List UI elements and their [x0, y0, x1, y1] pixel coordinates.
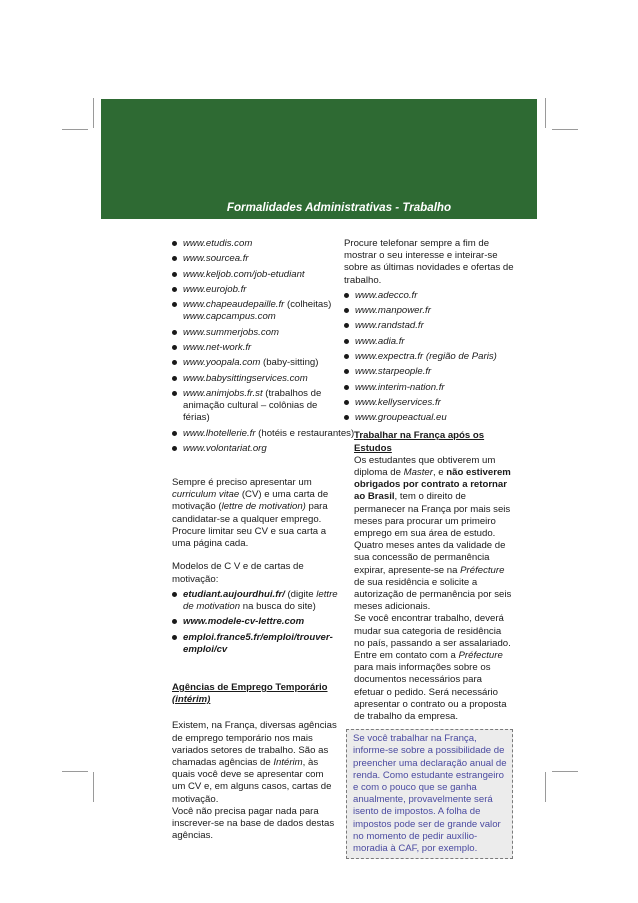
list-item — [344, 366, 514, 378]
bullet-icon — [172, 272, 177, 277]
list-item — [172, 373, 338, 385]
link[interactable]: www.animjobs.fr.st — [183, 387, 263, 399]
bullet-icon — [344, 293, 349, 298]
crop-mark — [545, 98, 546, 128]
models-list — [172, 589, 338, 656]
link-note: (colheitas) — [284, 299, 332, 311]
link[interactable]: www.manpower.fr — [355, 305, 431, 317]
link[interactable]: www.babysittingservices.com — [183, 372, 308, 384]
list-item — [344, 382, 514, 394]
text: Os estudantes que obtiverem um diploma de — [354, 454, 496, 478]
link[interactable]: www.keljob.com/job-etudiant — [183, 268, 305, 280]
link-note: (baby-sitting) — [260, 357, 319, 369]
text: , e — [432, 467, 447, 478]
link[interactable]: etudiant.aujourdhui.fr/ — [183, 588, 285, 600]
link[interactable]: www.groupeactual.eu — [355, 412, 447, 424]
bullet-icon — [172, 446, 177, 451]
tax-note-text: Se você trabalhar na França, informe-se sobre a possibilidade de preencher uma declaração anual de renda. Como estudante estrangeiro e com o pouco que se ganha anualmente, provavelmente será isento de impostos. A folha de impostos pode ser de grande valor no momento de pedir auxílio-moradia à CAF, por exemplo. — [353, 733, 507, 855]
bullet-icon — [172, 256, 177, 261]
bullet-icon — [344, 354, 349, 359]
text: Intérim — [273, 756, 303, 768]
bullet-icon — [172, 302, 177, 307]
text: , tem o direito de permanecer na França por mais seis meses para procurar um primeiro emprego em sua área de estudo. Quatro meses antes da validade de sua concessão de permanência expirar, apresente-se na — [354, 491, 511, 576]
link-note: (trabalhos de animação cultural – colônias de férias) — [183, 387, 322, 424]
link[interactable]: www.chapeaudepaille.fr — [183, 299, 285, 311]
list-item — [172, 342, 338, 354]
models-intro: Modelos de C V e de cartas de motivação: — [172, 561, 304, 585]
bullet-icon — [172, 635, 177, 640]
list-item — [172, 299, 338, 323]
list-item — [172, 616, 338, 628]
list-item — [344, 397, 514, 409]
crop-mark — [545, 772, 546, 802]
list-item — [172, 589, 338, 613]
crop-mark — [552, 771, 578, 772]
list-item — [172, 269, 338, 281]
list-item — [172, 388, 338, 425]
bullet-icon — [344, 400, 349, 405]
bullet-icon — [172, 592, 177, 597]
text: na busca do site) — [240, 600, 316, 612]
list-item — [172, 284, 338, 296]
bullet-icon — [172, 345, 177, 350]
list-item — [344, 290, 514, 302]
link[interactable]: www.yoopala.com — [183, 357, 261, 369]
header-banner — [101, 99, 537, 219]
link[interactable]: www.expectra.fr (região de Paris) — [355, 351, 497, 362]
study-section — [344, 430, 514, 723]
study-paragraph-1 — [354, 455, 514, 614]
list-item — [172, 443, 338, 455]
list-item — [344, 320, 514, 332]
phone-intro: Procure telefonar sempre a fim de mostrar o seu interesse e inteirar-se sobre as últimas novidades e ofertas de trabalho. — [344, 238, 514, 286]
agency-paragraph — [172, 720, 338, 842]
bullet-icon — [344, 308, 349, 313]
study-paragraph-2 — [354, 613, 514, 723]
list-item — [172, 632, 338, 656]
text: para mais informações sobre os documentos necessários para efetuar o pedido. Será necessário apresentar o contrato ou a proposta de trabalho da empresa. — [354, 662, 507, 723]
study-heading: Trabalhar na França após os Estudos — [354, 430, 485, 454]
agency-links-list — [344, 290, 514, 425]
bullet-icon — [172, 376, 177, 381]
cv-paragraph — [172, 477, 338, 550]
link[interactable]: www.modele-cv-lettre.com — [183, 616, 305, 628]
bullet-icon — [172, 330, 177, 335]
link-note: (hotéis e restaurantes) — [255, 427, 355, 439]
list-item — [172, 427, 355, 440]
link[interactable]: www.adia.fr — [355, 335, 405, 347]
text: Se você encontrar trabalho, deverá mudar sua categoria de residência no país, passando a ser assalariado. Entre em contato com a — [354, 613, 511, 662]
tax-note-box — [346, 729, 513, 859]
link[interactable]: www.kellyservices.fr — [355, 396, 441, 408]
link[interactable]: www.capcampus.com — [183, 311, 276, 323]
link[interactable]: www.volontariat.org — [183, 442, 267, 454]
text: Sempre é preciso apresentar um — [172, 477, 312, 489]
text: Você não precisa pagar nada para inscrever-se na base de dados destas agências. — [172, 805, 335, 842]
link[interactable]: emploi.france5.fr/emploi/trouver-emploi/cv — [183, 631, 333, 655]
list-item — [344, 351, 514, 363]
bullet-icon — [172, 431, 177, 436]
link[interactable]: www.summerjobs.com — [183, 326, 279, 338]
list-item — [172, 253, 338, 265]
right-column — [344, 238, 514, 859]
list-item — [344, 412, 514, 424]
text: Préfecture — [460, 564, 505, 576]
link[interactable]: www.interim-nation.fr — [355, 381, 445, 393]
list-item — [172, 327, 338, 339]
job-links-list — [172, 238, 355, 455]
link[interactable]: www.sourcea.fr — [183, 253, 249, 265]
text: curriculum vitae — [172, 489, 240, 501]
bullet-icon — [344, 369, 349, 374]
text: (digite — [284, 588, 317, 600]
text: não estiverem obrigados por contrato a retornar ao Brasil — [354, 467, 511, 503]
link[interactable]: www.lhotellerie.fr — [183, 427, 256, 439]
text: lettre de motivation — [183, 588, 338, 612]
list-item — [172, 238, 338, 250]
link[interactable]: www.adecco.fr — [355, 289, 418, 301]
crop-mark — [552, 129, 578, 130]
bullet-icon — [172, 360, 177, 365]
text: , às quais você deve se apresentar com um CV e, em alguns casos, cartas de motivação. — [172, 756, 332, 805]
text: Préfecture — [458, 650, 503, 662]
bullet-icon — [344, 385, 349, 390]
text: Agências de Emprego Temporário — [172, 681, 328, 693]
text: de sua residência e solicite a autorização de permanência por seis meses adicionais. — [354, 576, 512, 613]
text: para candidatar-se a qualquer emprego. Procure limitar seu CV e sua carta a uma página cada. — [172, 501, 328, 550]
link[interactable]: www.starpeople.fr — [355, 366, 432, 378]
link[interactable]: www.etudis.com — [183, 238, 253, 249]
text: (CV) e uma carta de motivação ( — [172, 489, 329, 513]
crop-mark — [62, 771, 88, 772]
link[interactable]: www.eurojob.fr — [183, 283, 247, 295]
crop-mark — [93, 772, 94, 802]
link[interactable]: www.net-work.fr — [183, 341, 252, 353]
crop-mark — [62, 129, 88, 130]
text: lettre de motivation) — [221, 501, 306, 513]
bullet-icon — [344, 415, 349, 420]
bullet-icon — [172, 287, 177, 292]
list-item — [344, 336, 514, 348]
text: Master — [403, 467, 433, 478]
crop-mark — [93, 98, 94, 128]
text: Existem, na França, diversas agências de emprego temporário nos mais variados setores de trabalho. São as chamadas agências de — [172, 720, 337, 768]
list-item — [344, 305, 514, 317]
page-title: Formalidades Administrativas - Trabalho — [226, 201, 452, 214]
left-column — [172, 238, 355, 842]
bullet-icon — [172, 391, 177, 396]
text: (intérim) — [172, 694, 211, 706]
link[interactable]: www.randstad.fr — [355, 320, 424, 332]
bullet-icon — [172, 241, 177, 246]
bullet-icon — [344, 323, 349, 328]
list-item — [172, 357, 338, 369]
bullet-icon — [344, 339, 349, 344]
bullet-icon — [172, 619, 177, 624]
agency-heading — [172, 682, 338, 706]
